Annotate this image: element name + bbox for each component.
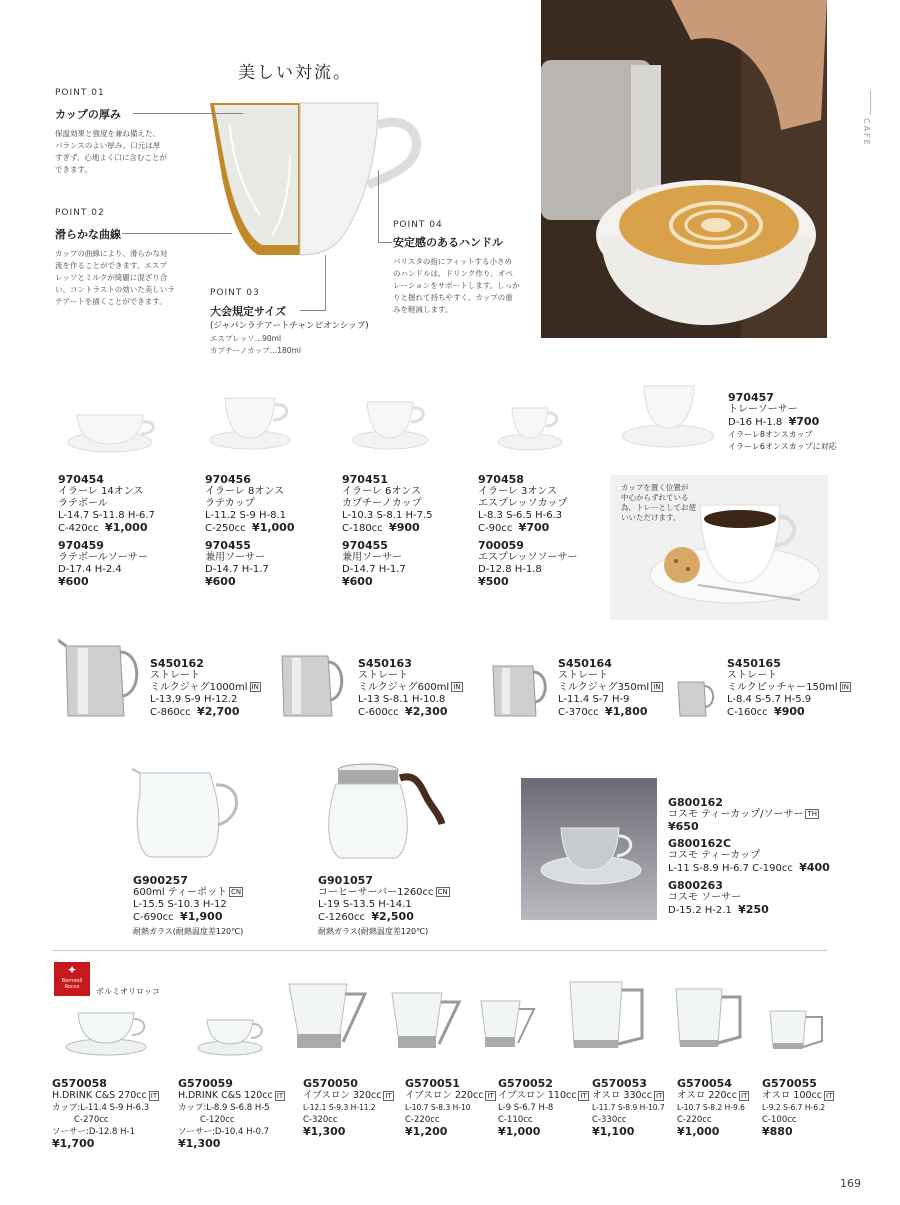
point-04 — [393, 220, 520, 316]
leader-line — [133, 113, 243, 114]
hdrink-120-image — [195, 1012, 270, 1057]
milk-pitcher-150ml-image — [674, 678, 719, 720]
product-S450162: S450162 ストレート ミルクジャグ1000ml IN L-13.9 S-9 H-12.2 C-860cc ¥2,700 — [150, 657, 259, 718]
product-G570055: G570055 オスロ 100cc IT L-9.2 S-6.7 H-6.2 C-100cc ¥880 — [762, 1077, 833, 1138]
leader-line — [300, 310, 325, 311]
product-970457: 970457 トレーソーサー D-16 H-1.8 ¥700 イラーレ8オンスカップ イラーレ6オンスカップに対応 — [728, 391, 837, 451]
section-divider — [52, 950, 827, 951]
product-G570053: G570053 オスロ 330cc IT L-11.7 S-8.9 H-10.7 C-330cc ¥1,100 — [592, 1077, 665, 1138]
point-02 — [55, 208, 175, 308]
product-G570050: G570050 イブスロン 320cc IT L-12.1 S-9.3 H-11.2 C-320cc ¥1,300 — [303, 1077, 392, 1138]
product-S450163: S450163 ストレート ミルクジャグ600ml IN L-13 S-8.1 H-10.8 C-600cc ¥2,300 — [358, 657, 461, 718]
product-G570059: G570059 H.DRINK C&S 120cc IT カップ:L-8.9 S-6.8 H-5 C-120cc ソーサー:D-10.4 H-0.7 ¥1,300 — [178, 1077, 284, 1150]
product-G570052: G570052 イブスロン 110cc IT L-9 S-6.7 H-8 C-110cc ¥1,000 — [498, 1077, 587, 1138]
leader-line — [378, 242, 392, 243]
point-label: POINT 01 — [55, 88, 105, 98]
point-label: POINT 04 — [393, 220, 443, 230]
ipsilon-320-image — [283, 978, 373, 1058]
point-subtitle: (ジャパンラテアートチャンピオンシップ) — [210, 321, 369, 331]
product-S450165: S450165 ストレート ミルクピッチャー150ml IN L-8.4 S-5.7 H-5.9 C-160cc ¥900 — [727, 657, 850, 718]
product-G570054: G570054 オスロ 220cc IT L-10.7 S-8.2 H-9.6 C-220cc ¥1,000 — [677, 1077, 748, 1138]
illare-6oz-cup-image — [345, 392, 435, 454]
product-970454: 970454 イラーレ 14オンス ラテボール L-14.7 S-11.8 H-6.7 C-420cc ¥1,000 970459 ラテボールソーサー D-17.4 H-2.4 ¥600 — [58, 473, 155, 588]
point-text: バリスタの指にフィットする小さめ のハンドルは、ドリンク作り、オペ レーションをサポートします。しっか りと握れて持ちやすく、カップの重 みを軽減します。 — [393, 257, 520, 314]
illare-14oz-bowl-image — [65, 400, 160, 460]
leader-line — [325, 255, 326, 311]
side-label: CAFE — [862, 118, 871, 147]
point-title: 大会規定サイズ — [210, 305, 287, 318]
cosmo-teacup-photo — [521, 778, 657, 920]
product-G570058: G570058 H.DRINK C&S 270cc IT カップ:L-11.4 S-9 H-6.3 C-270cc ソーサー:D-12.8 H-1 ¥1,700 — [52, 1077, 158, 1150]
ipsilon-220-image — [387, 988, 467, 1058]
point-03 — [210, 288, 369, 357]
point-text: エスプレッソ…90ml カプチーノカップ…180ml — [210, 334, 301, 355]
teapot-600ml-image — [130, 765, 245, 865]
product-970458: 970458 イラーレ 3オンス エスプレッソカップ L-8.3 S-6.5 H-6.3 C-90cc ¥700 700059 エスプレッソソーサー D-12.8 H-1.8 ¥500 — [478, 473, 578, 588]
leader-line — [122, 233, 232, 234]
bormioli-logo: ✦ Bormioli Rocco — [54, 962, 90, 996]
tray-note: カップを置く位置が 中心からずれている 為、トレーとしてお使 いいただけます。 — [621, 483, 696, 522]
product-G570051: G570051 イブスロン 220cc IT L-10.7 S-8.3 H-10 C-220cc ¥1,200 — [405, 1077, 494, 1138]
hdrink-270-image — [64, 1005, 154, 1060]
product-970456: 970456 イラーレ 8オンス ラテカップ L-11.2 S-9 H-8.1 C-250cc ¥1,000 970455 兼用ソーサー D-14.7 H-1.7 ¥600 — [205, 473, 295, 588]
page-number: 169 — [840, 1177, 861, 1190]
illare-3oz-cup-image — [490, 398, 570, 454]
product-S450164: S450164 ストレート ミルクジャグ350ml IN L-11.4 S-7 H-9 C-370cc ¥1,800 — [558, 657, 661, 718]
latte-pouring-photo — [541, 0, 827, 338]
point-01 — [55, 88, 167, 176]
illare-8oz-cup-image — [205, 390, 300, 455]
point-text: 保温効果と強度を兼ね備えた、 バランスのよい厚み。口元は厚 すぎず、心地よく口に含むことが できます。 — [55, 129, 167, 174]
ipsilon-110-image — [476, 997, 541, 1055]
oslo-220-image — [672, 985, 750, 1057]
oslo-100-image — [766, 1007, 831, 1057]
page-title: 美しい対流。 — [238, 63, 352, 83]
milk-jug-600ml-image — [274, 650, 349, 722]
tray-saucer-image — [618, 382, 718, 452]
point-title: 滑らかな曲線 — [55, 228, 121, 241]
point-label: POINT 02 — [55, 208, 105, 218]
point-text: カップの曲線により、滑らかな対 流を作ることができます。エスプ レッソとミルクが綺麗に混ざり合 い、コントラストの効いた美しいラ テアートを描くことができます。 — [55, 249, 175, 306]
product-G901057: G901057 コーヒーサーバー1260cc CN L-19 S-13.5 H-14.1 C-1260cc ¥2,500 耐熱ガラス(耐熱温度差120℃) — [318, 874, 448, 936]
leader-line — [378, 170, 379, 242]
brand-name: ボルミオリロッコ — [96, 987, 160, 996]
product-G900257: G900257 600ml ティーポット CN L-15.5 S-10.3 H-12 C-690cc ¥1,900 耐熱ガラス(耐熱温度差120℃) — [133, 874, 244, 936]
side-rule — [870, 90, 871, 115]
oslo-330-image — [566, 978, 651, 1058]
milk-jug-350ml-image — [487, 660, 552, 722]
milk-jug-1000ml-image — [58, 638, 143, 723]
product-cosmo: G800162 コスモ ティーカップ/ソーサー TH ¥650 G800162C コスモ ティーカップ L-11 S-8.9 H-6.7 C-190cc ¥400 G800263 コスモ ソーサー D-15.2 H-2.1 ¥250 — [668, 796, 830, 916]
point-title: カップの厚み — [55, 108, 121, 121]
point-label: POINT 03 — [210, 288, 260, 298]
product-970451: 970451 イラーレ 6オンス カプチーノカップ L-10.3 S-8.1 H-7.5 C-180cc ¥900 970455 兼用ソーサー D-14.7 H-1.7 ¥600 — [342, 473, 433, 588]
coffee-server-1260cc-image — [318, 760, 448, 865]
point-title: 安定感のあるハンドル — [393, 236, 503, 249]
